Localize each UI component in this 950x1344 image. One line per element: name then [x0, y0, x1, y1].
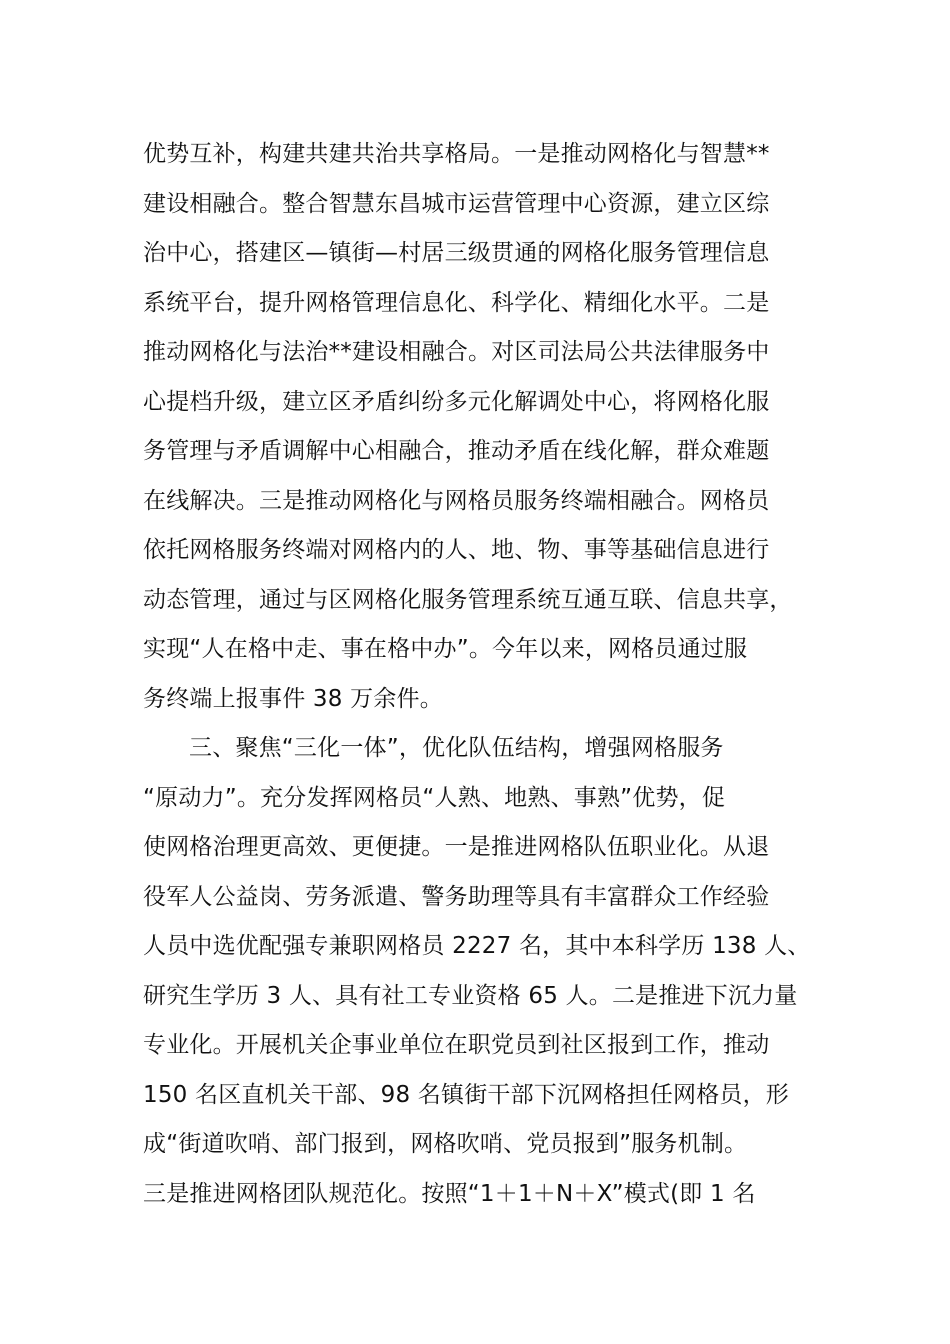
text-line: 建设相融合。整合智慧东昌城市运营管理中心资源，建立区综 — [143, 190, 770, 217]
text-line: 役军人公益岗、劳务派遣、警务助理等具有丰富群众工作经验 — [143, 883, 770, 910]
body-text — [143, 130, 813, 1219]
text-line: 务终端上报事件 38 万余件。 — [143, 685, 443, 712]
text-line: 动态管理，通过与区网格化服务管理系统互通互联、信息共享， — [143, 586, 793, 613]
text-line: 优势互补，构建共建共治共享格局。一是推动网格化与智慧** — [143, 141, 770, 167]
text-line: 人员中选优配强专兼职网格员 2227 名，其中本科学历 138 人、 — [143, 933, 811, 959]
text-line: 专业化。开展机关企事业单位在职党员到社区报到工作，推动 — [143, 1032, 770, 1058]
text-line: “原动力”。充分发挥网格员“人熟、地熟、事熟”优势，促 — [143, 784, 726, 811]
text-line: 治中心，搭建区—镇街—村居三级贯通的网格化服务管理信息 — [143, 240, 770, 266]
text-line: 务管理与矛盾调解中心相融合，推动矛盾在线化解，群众难题 — [143, 438, 770, 464]
section-heading-line: 三、聚焦“三化一体”，优化队伍结构，增强网格服务 — [189, 735, 724, 761]
text-line: 实现“人在格中走、事在格中办”。今年以来，网格员通过服 — [143, 636, 748, 662]
text-line: 心提档升级，建立区矛盾纠纷多元化解调处中心，将网格化服 — [143, 388, 770, 415]
text-line: 三是推进网格团队规范化。按照“1＋1＋N＋X”模式(即 1 名 — [143, 1180, 756, 1207]
text-line: 研究生学历 3 人、具有社工专业资格 65 人。二是推进下沉力量 — [143, 982, 798, 1009]
text-line: 使网格治理更高效、更便捷。一是推进网格队伍职业化。从退 — [143, 834, 770, 860]
text-line: 系统平台，提升网格管理信息化、科学化、精细化水平。二是 — [143, 289, 770, 316]
text-line: 在线解决。三是推动网格化与网格员服务终端相融合。网格员 — [143, 487, 770, 514]
text-line: 推动网格化与法治**建设相融合。对区司法局公共法律服务中 — [143, 339, 770, 365]
text-line: 成“街道吹哨、部门报到，网格吹哨、党员报到”服务机制。 — [143, 1131, 748, 1157]
text-line: 150 名区直机关干部、98 名镇街干部下沉网格担任网格员，形 — [143, 1081, 789, 1108]
text-line: 依托网格服务终端对网格内的人、地、物、事等基础信息进行 — [143, 537, 770, 563]
